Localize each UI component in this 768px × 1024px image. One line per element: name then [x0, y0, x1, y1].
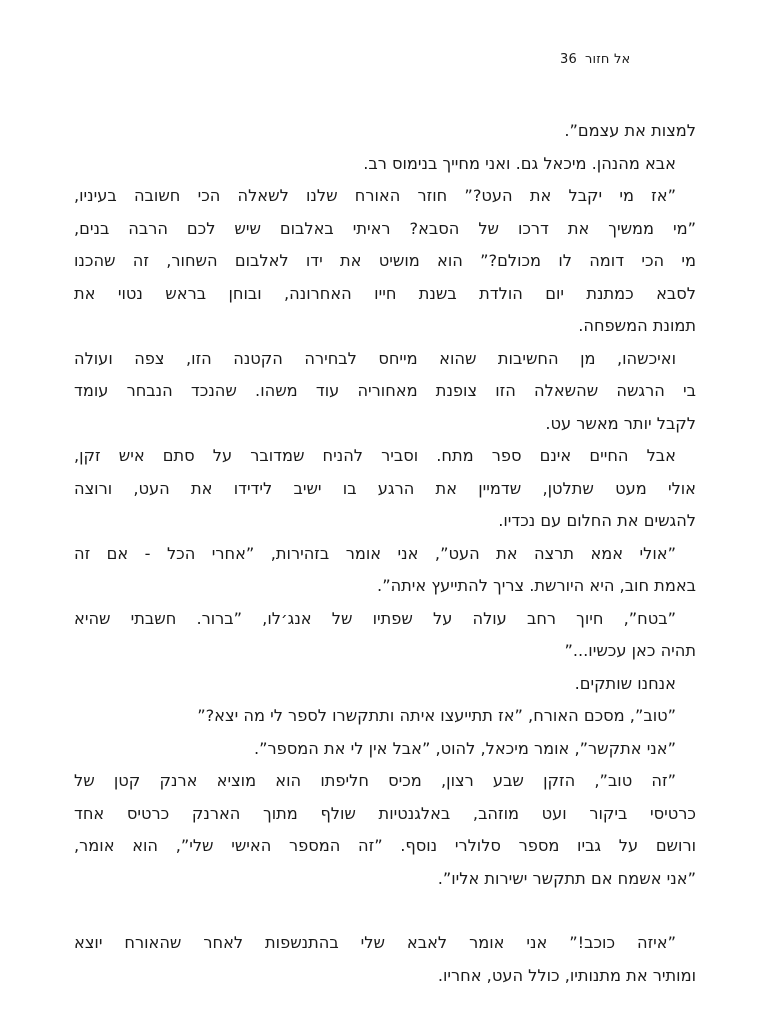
body-text [74, 115, 696, 992]
text-line: ורושם על גביו מספר סלולרי נוסף. ”זה המספר האישי שלי”, הוא אומר, [74, 836, 696, 855]
text-line: באמת חוב, היא היורשת. צריך להתייעץ איתה”. [377, 576, 696, 595]
text-line: להגשים את החלום עם נכדיו. [498, 511, 696, 530]
text-line: תמונת המשפחה. [578, 316, 696, 335]
running-header [560, 52, 696, 67]
text-line: ”אולי אמא תרצה את העט”, אני אומר בזהירות, ”אחרי הכל - אם זה [74, 543, 676, 563]
text-line: למצות את עצמם”. [564, 121, 696, 140]
text-line: אנחנו שותקים. [574, 673, 676, 693]
text-line: ”אני אתקשר”, אומר מיכאל, להוט, ”אבל אין לי את המספר”. [254, 738, 676, 758]
text-line: ”מי ממשיך את דרכו של הסבא? ראיתי באלבום שיש לכם הרבה בנים, [74, 218, 696, 238]
running-title: אל חזור [584, 52, 631, 67]
page-number: 36 [560, 52, 577, 67]
text-line: אולי מעט שתלטן, שדמיין את הרגע בו ישיב לידידו את העט, ורוצה [74, 478, 696, 498]
text-line: ”בטח”, חיוך רחב עולה על שפתיו של אנג׳לו, ”ברור. חשבתי שהיא [74, 608, 676, 628]
text-line: אבל החיים אינם ספר מתח. וסביר להניח שמדובר על סתם איש זקן, [74, 446, 676, 465]
text-line: אבא מהנהן. מיכאל גם. ואני מחייך בנימוס רב. [363, 153, 676, 173]
text-line: ”איזה כוכב!” אני אומר לאבא שלי בהתנשפות לאחר שהאורח יוצא [74, 933, 676, 952]
paragraph-gap [74, 895, 696, 927]
text-line: כרטיסי ביקור ועט מוזהב, באלגנטיות שולף מתוך הארנק כרטיס אחד [74, 803, 696, 823]
text-line: ”טוב”, מסכם האורח, ”אז תתייעצו איתה ותתקשרו לספר לי מה יצא?” [197, 706, 676, 725]
text-line: תהיה כאן עכשיו...” [564, 641, 696, 660]
text-line: ”אז מי יקבל את העט?” חוזר האורח שלנו לשאלה הכי חשובה בעיניו, [74, 186, 676, 205]
text-line: מי הכי דומה לו מכולם?” הוא מושיט את ידו לאלבום השחור, זה שהכנו [74, 251, 696, 270]
text-line: ואיכשהו, מן החשיבות שהוא מייחס לבחירה הקטנה הזו, צפה ועולה [74, 348, 676, 368]
text-line: לקבל יותר מאשר עט. [545, 413, 696, 433]
text-line: בי הרגשה שהשאלה הזו צופנת מאחוריה עוד משהו. שהנכד הנבחר עומד [74, 381, 696, 400]
text-line: ומותיר את מתנותיו, כולל העט, אחריו. [437, 965, 696, 985]
text-line: ”זה טוב”, הזקן שבע רצון, מכיס חליפתו הוא מוציא ארנק קטן של [74, 771, 676, 790]
text-line: ”אני אשמח אם תתקשר ישירות אליו”. [437, 868, 696, 888]
text-line: לסבא כמתנת יום הולדת בשנת חייו האחרונה, ובוחן בראש נטוי את [74, 283, 696, 303]
